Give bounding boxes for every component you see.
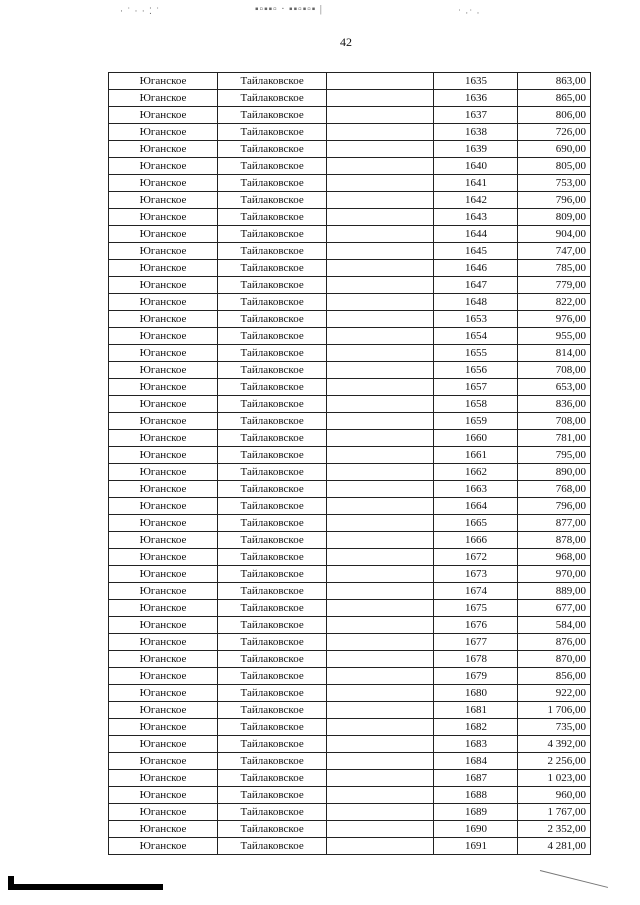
note-cell (327, 770, 434, 787)
deposit-cell: Юганское (109, 141, 218, 158)
well-number-cell: 1636 (434, 90, 518, 107)
table-row (109, 464, 591, 481)
deposit-cell: Юганское (109, 464, 218, 481)
license-area-cell: Тайлаковское (218, 804, 327, 821)
table-row (109, 328, 591, 345)
license-area-cell: Тайлаковское (218, 838, 327, 855)
value-cell: 1 706,00 (518, 702, 591, 719)
value-cell: 708,00 (518, 362, 591, 379)
well-number-cell: 1688 (434, 787, 518, 804)
well-number-cell: 1639 (434, 141, 518, 158)
deposit-cell: Юганское (109, 566, 218, 583)
deposit-cell: Юганское (109, 753, 218, 770)
note-cell (327, 175, 434, 192)
deposit-cell: Юганское (109, 277, 218, 294)
well-number-cell: 1675 (434, 600, 518, 617)
value-cell: 653,00 (518, 379, 591, 396)
well-number-cell: 1658 (434, 396, 518, 413)
well-number-cell: 1640 (434, 158, 518, 175)
value-cell: 876,00 (518, 634, 591, 651)
table-row (109, 124, 591, 141)
license-area-cell: Тайлаковское (218, 430, 327, 447)
value-cell: 870,00 (518, 651, 591, 668)
value-cell: 809,00 (518, 209, 591, 226)
table-row (109, 73, 591, 90)
license-area-cell: Тайлаковское (218, 634, 327, 651)
note-cell (327, 362, 434, 379)
value-cell: 970,00 (518, 566, 591, 583)
value-cell: 726,00 (518, 124, 591, 141)
license-area-cell: Тайлаковское (218, 651, 327, 668)
deposit-cell: Юганское (109, 311, 218, 328)
well-number-cell: 1677 (434, 634, 518, 651)
value-cell: 976,00 (518, 311, 591, 328)
note-cell (327, 396, 434, 413)
value-cell: 781,00 (518, 430, 591, 447)
note-cell (327, 464, 434, 481)
well-number-cell: 1662 (434, 464, 518, 481)
deposit-cell: Юганское (109, 260, 218, 277)
license-area-cell: Тайлаковское (218, 447, 327, 464)
value-cell: 814,00 (518, 345, 591, 362)
note-cell (327, 838, 434, 855)
deposit-cell: Юганское (109, 328, 218, 345)
license-area-cell: Тайлаковское (218, 124, 327, 141)
license-area-cell: Тайлаковское (218, 413, 327, 430)
note-cell (327, 294, 434, 311)
deposit-cell: Юганское (109, 804, 218, 821)
deposit-cell: Юганское (109, 447, 218, 464)
table-row (109, 396, 591, 413)
table-row (109, 345, 591, 362)
value-cell: 822,00 (518, 294, 591, 311)
well-number-cell: 1637 (434, 107, 518, 124)
well-number-cell: 1684 (434, 753, 518, 770)
table-row (109, 226, 591, 243)
table-row (109, 549, 591, 566)
table-row (109, 651, 591, 668)
license-area-cell: Тайлаковское (218, 192, 327, 209)
value-cell: 795,00 (518, 447, 591, 464)
table-row (109, 719, 591, 736)
deposit-cell: Юганское (109, 600, 218, 617)
deposit-cell: Юганское (109, 821, 218, 838)
value-cell: 708,00 (518, 413, 591, 430)
deposit-cell: Юганское (109, 379, 218, 396)
note-cell (327, 277, 434, 294)
well-number-cell: 1638 (434, 124, 518, 141)
well-number-cell: 1689 (434, 804, 518, 821)
license-area-cell: Тайлаковское (218, 566, 327, 583)
well-number-cell: 1657 (434, 379, 518, 396)
note-cell (327, 413, 434, 430)
note-cell (327, 328, 434, 345)
table-row (109, 209, 591, 226)
table-row (109, 430, 591, 447)
note-cell (327, 600, 434, 617)
license-area-cell: Тайлаковское (218, 685, 327, 702)
note-cell (327, 702, 434, 719)
well-number-cell: 1659 (434, 413, 518, 430)
deposit-cell: Юганское (109, 736, 218, 753)
well-number-cell: 1666 (434, 532, 518, 549)
license-area-cell: Тайлаковское (218, 73, 327, 90)
value-cell: 968,00 (518, 549, 591, 566)
license-area-cell: Тайлаковское (218, 719, 327, 736)
note-cell (327, 634, 434, 651)
well-number-cell: 1642 (434, 192, 518, 209)
table-row (109, 634, 591, 651)
note-cell (327, 668, 434, 685)
note-cell (327, 532, 434, 549)
license-area-cell: Тайлаковское (218, 583, 327, 600)
value-cell: 785,00 (518, 260, 591, 277)
license-area-cell: Тайлаковское (218, 362, 327, 379)
table-row (109, 311, 591, 328)
table-row (109, 90, 591, 107)
note-cell (327, 379, 434, 396)
deposit-cell: Юганское (109, 413, 218, 430)
note-cell (327, 158, 434, 175)
well-number-cell: 1663 (434, 481, 518, 498)
note-cell (327, 481, 434, 498)
well-number-cell: 1672 (434, 549, 518, 566)
license-area-cell: Тайлаковское (218, 379, 327, 396)
scan-edge-bar (8, 884, 163, 890)
value-cell: 584,00 (518, 617, 591, 634)
note-cell (327, 124, 434, 141)
license-area-cell: Тайлаковское (218, 770, 327, 787)
well-number-cell: 1674 (434, 583, 518, 600)
note-cell (327, 345, 434, 362)
note-cell (327, 651, 434, 668)
note-cell (327, 226, 434, 243)
note-cell (327, 804, 434, 821)
well-number-cell: 1643 (434, 209, 518, 226)
license-area-cell: Тайлаковское (218, 515, 327, 532)
note-cell (327, 447, 434, 464)
deposit-cell: Юганское (109, 73, 218, 90)
note-cell (327, 549, 434, 566)
table-row (109, 770, 591, 787)
scan-stroke-mark (540, 870, 608, 888)
note-cell (327, 583, 434, 600)
deposit-cell: Юганское (109, 651, 218, 668)
value-cell: 747,00 (518, 243, 591, 260)
license-area-cell: Тайлаковское (218, 209, 327, 226)
license-area-cell: Тайлаковское (218, 311, 327, 328)
well-number-cell: 1691 (434, 838, 518, 855)
note-cell (327, 736, 434, 753)
license-area-cell: Тайлаковское (218, 736, 327, 753)
well-number-cell: 1660 (434, 430, 518, 447)
value-cell: 856,00 (518, 668, 591, 685)
deposit-cell: Юганское (109, 719, 218, 736)
license-area-cell: Тайлаковское (218, 464, 327, 481)
deposit-cell: Юганское (109, 617, 218, 634)
deposit-cell: Юганское (109, 226, 218, 243)
license-area-cell: Тайлаковское (218, 549, 327, 566)
license-area-cell: Тайлаковское (218, 787, 327, 804)
deposit-cell: Юганское (109, 209, 218, 226)
table-row (109, 532, 591, 549)
license-area-cell: Тайлаковское (218, 260, 327, 277)
table-row (109, 566, 591, 583)
table-row (109, 192, 591, 209)
deposit-cell: Юганское (109, 634, 218, 651)
license-area-cell: Тайлаковское (218, 90, 327, 107)
table-row (109, 447, 591, 464)
deposit-cell: Юганское (109, 90, 218, 107)
deposit-cell: Юганское (109, 192, 218, 209)
table-row (109, 294, 591, 311)
well-number-cell: 1647 (434, 277, 518, 294)
value-cell: 877,00 (518, 515, 591, 532)
value-cell: 1 023,00 (518, 770, 591, 787)
license-area-cell: Тайлаковское (218, 396, 327, 413)
table-row (109, 379, 591, 396)
value-cell: 806,00 (518, 107, 591, 124)
table-row (109, 515, 591, 532)
note-cell (327, 107, 434, 124)
license-area-cell: Тайлаковское (218, 345, 327, 362)
license-area-cell: Тайлаковское (218, 107, 327, 124)
deposit-cell: Юганское (109, 345, 218, 362)
deposit-cell: Юганское (109, 515, 218, 532)
table-row (109, 175, 591, 192)
license-area-cell: Тайлаковское (218, 702, 327, 719)
well-number-cell: 1646 (434, 260, 518, 277)
deposit-cell: Юганское (109, 362, 218, 379)
value-cell: 2 256,00 (518, 753, 591, 770)
note-cell (327, 753, 434, 770)
value-cell: 690,00 (518, 141, 591, 158)
value-cell: 865,00 (518, 90, 591, 107)
well-number-cell: 1656 (434, 362, 518, 379)
deposit-cell: Юганское (109, 498, 218, 515)
license-area-cell: Тайлаковское (218, 294, 327, 311)
table-row (109, 413, 591, 430)
well-number-cell: 1682 (434, 719, 518, 736)
table-row (109, 158, 591, 175)
page-number: 42 (340, 35, 352, 49)
license-area-cell: Тайлаковское (218, 175, 327, 192)
table-row (109, 498, 591, 515)
value-cell: 863,00 (518, 73, 591, 90)
table-row (109, 838, 591, 855)
license-area-cell: Тайлаковское (218, 532, 327, 549)
value-cell: 1 767,00 (518, 804, 591, 821)
value-cell: 805,00 (518, 158, 591, 175)
well-number-cell: 1665 (434, 515, 518, 532)
note-cell (327, 617, 434, 634)
deposit-cell: Юганское (109, 294, 218, 311)
value-cell: 836,00 (518, 396, 591, 413)
table-row (109, 583, 591, 600)
deposit-cell: Юганское (109, 396, 218, 413)
note-cell (327, 209, 434, 226)
value-cell: 960,00 (518, 787, 591, 804)
table-row (109, 736, 591, 753)
deposit-cell: Юганское (109, 107, 218, 124)
well-number-cell: 1645 (434, 243, 518, 260)
deposit-cell: Юганское (109, 481, 218, 498)
well-number-cell: 1654 (434, 328, 518, 345)
value-cell: 889,00 (518, 583, 591, 600)
deposit-cell: Юганское (109, 770, 218, 787)
table-row (109, 243, 591, 260)
scan-artifact-top-right: ˙ ·˙ · (458, 8, 481, 18)
scan-artifact-top: · ˙ · · ⁚ ˙ (120, 6, 161, 16)
license-area-cell: Тайлаковское (218, 328, 327, 345)
well-number-cell: 1676 (434, 617, 518, 634)
well-number-cell: 1679 (434, 668, 518, 685)
license-area-cell: Тайлаковское (218, 226, 327, 243)
table-row (109, 668, 591, 685)
note-cell (327, 430, 434, 447)
well-number-cell: 1655 (434, 345, 518, 362)
well-number-cell: 1680 (434, 685, 518, 702)
note-cell (327, 141, 434, 158)
license-area-cell: Тайлаковское (218, 158, 327, 175)
note-cell (327, 685, 434, 702)
well-number-cell: 1641 (434, 175, 518, 192)
license-area-cell: Тайлаковское (218, 600, 327, 617)
license-area-cell: Тайлаковское (218, 481, 327, 498)
value-cell: 904,00 (518, 226, 591, 243)
value-cell: 677,00 (518, 600, 591, 617)
license-area-cell: Тайлаковское (218, 753, 327, 770)
value-cell: 878,00 (518, 532, 591, 549)
value-cell: 735,00 (518, 719, 591, 736)
license-area-cell: Тайлаковское (218, 668, 327, 685)
well-number-cell: 1648 (434, 294, 518, 311)
deposit-cell: Юганское (109, 583, 218, 600)
note-cell (327, 515, 434, 532)
deposit-cell: Юганское (109, 175, 218, 192)
deposit-cell: Юганское (109, 158, 218, 175)
note-cell (327, 243, 434, 260)
value-cell: 796,00 (518, 192, 591, 209)
note-cell (327, 192, 434, 209)
license-area-cell: Тайлаковское (218, 141, 327, 158)
table-row (109, 804, 591, 821)
value-cell: 4 281,00 (518, 838, 591, 855)
note-cell (327, 90, 434, 107)
well-number-cell: 1690 (434, 821, 518, 838)
deposit-cell: Юганское (109, 243, 218, 260)
well-number-cell: 1687 (434, 770, 518, 787)
note-cell (327, 311, 434, 328)
table-row (109, 821, 591, 838)
well-number-cell: 1673 (434, 566, 518, 583)
value-cell: 890,00 (518, 464, 591, 481)
well-number-cell: 1681 (434, 702, 518, 719)
license-area-cell: Тайлаковское (218, 617, 327, 634)
deposit-cell: Юганское (109, 549, 218, 566)
deposit-cell: Юганское (109, 702, 218, 719)
well-number-cell: 1664 (434, 498, 518, 515)
table-row (109, 107, 591, 124)
registry-table-body (109, 73, 591, 855)
deposit-cell: Юганское (109, 685, 218, 702)
note-cell (327, 719, 434, 736)
well-number-cell: 1635 (434, 73, 518, 90)
value-cell: 955,00 (518, 328, 591, 345)
scan-artifact-top-center: ▪▫▪▪▫ · ▪▪▫▪▫▪ | (255, 4, 323, 15)
value-cell: 796,00 (518, 498, 591, 515)
value-cell: 753,00 (518, 175, 591, 192)
note-cell (327, 787, 434, 804)
note-cell (327, 73, 434, 90)
table-row (109, 753, 591, 770)
value-cell: 779,00 (518, 277, 591, 294)
table-row (109, 141, 591, 158)
table-row (109, 685, 591, 702)
note-cell (327, 260, 434, 277)
deposit-cell: Юганское (109, 430, 218, 447)
table-row (109, 481, 591, 498)
deposit-cell: Юганское (109, 532, 218, 549)
well-number-cell: 1678 (434, 651, 518, 668)
value-cell: 4 392,00 (518, 736, 591, 753)
well-number-cell: 1644 (434, 226, 518, 243)
value-cell: 768,00 (518, 481, 591, 498)
well-number-cell: 1661 (434, 447, 518, 464)
table-row (109, 617, 591, 634)
well-number-cell: 1653 (434, 311, 518, 328)
license-area-cell: Тайлаковское (218, 821, 327, 838)
deposit-cell: Юганское (109, 838, 218, 855)
table-row (109, 260, 591, 277)
deposit-cell: Юганское (109, 787, 218, 804)
table-row (109, 787, 591, 804)
note-cell (327, 821, 434, 838)
registry-table (108, 72, 591, 855)
table-row (109, 362, 591, 379)
table-row (109, 702, 591, 719)
table-row (109, 277, 591, 294)
deposit-cell: Юганское (109, 668, 218, 685)
license-area-cell: Тайлаковское (218, 243, 327, 260)
license-area-cell: Тайлаковское (218, 498, 327, 515)
value-cell: 2 352,00 (518, 821, 591, 838)
license-area-cell: Тайлаковское (218, 277, 327, 294)
note-cell (327, 566, 434, 583)
well-number-cell: 1683 (434, 736, 518, 753)
value-cell: 922,00 (518, 685, 591, 702)
table-row (109, 600, 591, 617)
deposit-cell: Юганское (109, 124, 218, 141)
note-cell (327, 498, 434, 515)
